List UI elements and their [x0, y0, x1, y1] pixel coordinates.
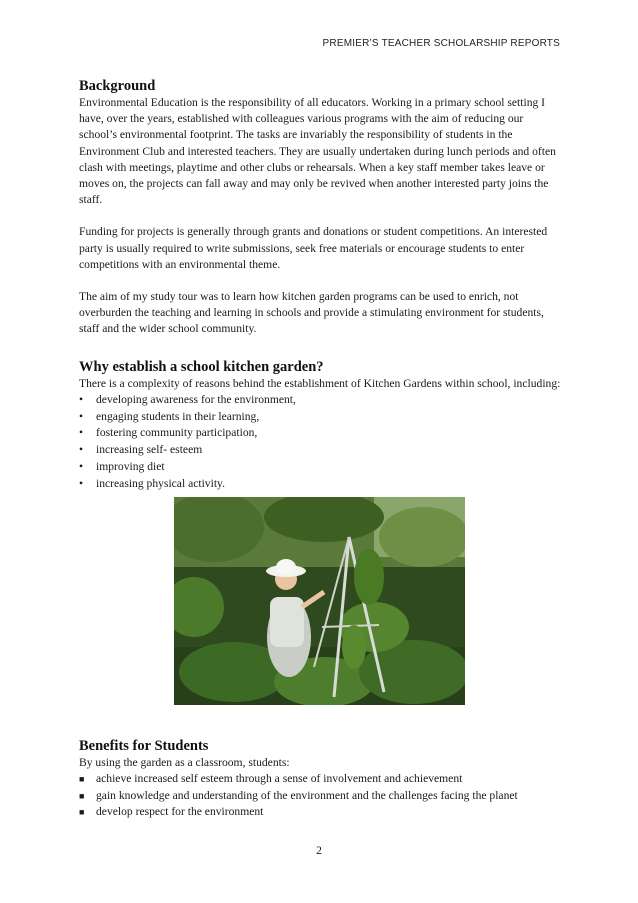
- running-header: PREMIER’S TEACHER SCHOLARSHIP REPORTS: [322, 38, 560, 49]
- background-heading: Background: [79, 78, 156, 94]
- page-number: 2: [316, 845, 322, 857]
- why-intro: There is a complexity of reasons behind the establishment of Kitchen Gardens within school, including:: [79, 376, 561, 390]
- bullet-icon: •: [79, 476, 84, 490]
- benefits-section: [79, 738, 564, 820]
- benefits-heading: Benefits for Students: [79, 738, 209, 754]
- benefits-intro: By using the garden as a classroom, students:: [79, 756, 290, 769]
- square-bullet-icon: ■: [79, 807, 85, 818]
- list-item: • developing awareness for the environment,: [79, 392, 564, 409]
- list-item: • increasing physical activity.: [79, 476, 564, 493]
- list-item: • increasing self- esteem: [79, 442, 564, 459]
- garden-photo: [174, 497, 465, 705]
- bullet-icon: •: [79, 409, 84, 423]
- bullet-icon: •: [79, 392, 84, 406]
- list-item: • improving diet: [79, 459, 564, 476]
- why-bullet-list: [79, 392, 564, 493]
- why-heading: Why establish a school kitchen garden?: [79, 358, 324, 375]
- list-item: ■ develop respect for the environment: [79, 804, 564, 820]
- square-bullet-icon: ■: [79, 790, 85, 801]
- bullet-icon: •: [79, 443, 84, 457]
- list-item: • engaging students in their learning,: [79, 409, 564, 426]
- bullet-icon: •: [79, 460, 84, 474]
- list-item: • fostering community participation,: [79, 425, 564, 442]
- background-paragraph-2: Funding for projects is generally through grants and donations or student competitions. An interested party is usually required to write submissions, seek free materials or encourage students to enter competitions with an environmental theme.: [79, 225, 548, 271]
- background-paragraph-3: The aim of my study tour was to learn how kitchen garden programs can be used to enrich, not overburden the teaching and learning in schools and provide a stimulating environment for students, staff and the wider school community.: [79, 290, 544, 336]
- square-bullet-icon: ■: [79, 774, 85, 785]
- page-content: [79, 78, 564, 493]
- list-item: ■ gain knowledge and understanding of the environment and the challenges facing the planet: [79, 788, 564, 804]
- benefits-bullet-list: [79, 771, 564, 820]
- bullet-icon: •: [79, 426, 84, 440]
- list-item: ■ achieve increased self esteem through a sense of involvement and achievement: [79, 771, 564, 787]
- background-paragraph-1: Environmental Education is the responsibility of all educators. Working in a primary school setting I have, over the years, established with colleagues various programs with the aim of reducing our school’s environmental footprint. The tasks are invariably the responsibility of students in the Environment Club and interested teachers. They are usually undertaken during lunch periods and often clash with meetings, playtime and other clubs or rehearsals. When a key staff member takes leave or moves on, the projects can fall away and may only be revived when another interested party joins the staff.: [79, 96, 556, 207]
